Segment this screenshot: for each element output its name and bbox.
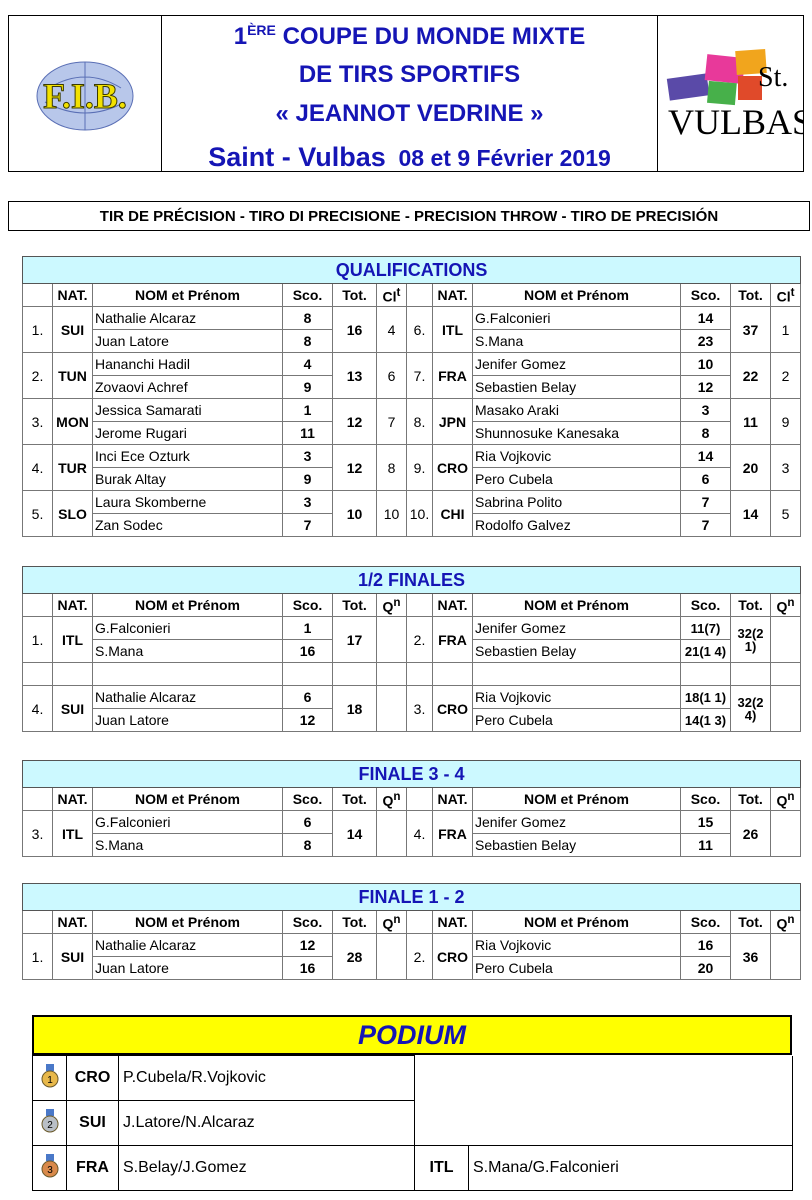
player-name: Pero Cubela [473, 957, 681, 980]
empty-cell [415, 1056, 793, 1101]
score: 14(1 3) [681, 709, 731, 732]
nation: CRO [433, 445, 473, 491]
score: 9 [283, 468, 333, 491]
section-title: FINALE 3 - 4 [23, 761, 801, 788]
player-name: Sabrina Polito [473, 491, 681, 514]
nation: SLO [53, 491, 93, 537]
player-name: Shunnosuke Kanesaka [473, 422, 681, 445]
podium-row [33, 1101, 793, 1146]
svg-text:F.I.B.: F.I.B. [43, 76, 127, 116]
final-1-2-table [22, 883, 801, 980]
header [8, 15, 804, 172]
column-headers: NAT. NOM et Prénom Sco. Tot. $Q^n$ NAT. NOM et Prénom Sco. Tot. $Q^n$ [23, 594, 801, 617]
nation: CRO [433, 686, 473, 732]
qualif [771, 811, 801, 857]
podium-names: S.Belay/J.Gomez [119, 1146, 415, 1191]
rank: 2. [407, 617, 433, 663]
nation: TUN [53, 353, 93, 399]
semifinals-table [22, 566, 801, 732]
player-name: G.Falconieri [93, 617, 283, 640]
player-name: Juan Latore [93, 709, 283, 732]
qualif [771, 617, 801, 663]
title-line-2: DE TIRS SPORTIFS [298, 61, 521, 88]
team-row [23, 399, 801, 422]
team-row [23, 617, 801, 640]
player-name: S.Mana [93, 834, 283, 857]
score: 1 [283, 399, 333, 422]
rank: 5. [23, 491, 53, 537]
rank: 6. [407, 307, 433, 353]
total: 37 [731, 307, 771, 353]
podium-table [32, 1055, 793, 1191]
score: 7 [681, 491, 731, 514]
score: 6 [283, 686, 333, 709]
total: 10 [333, 491, 377, 537]
score: 16 [283, 640, 333, 663]
player-name: Juan Latore [93, 957, 283, 980]
score: 8 [283, 307, 333, 330]
discipline-banner: TIR DE PRÉCISION - TIRO DI PRECISIONE - PRECISION THROW - TIRO DE PRECISIÓN [8, 201, 810, 231]
rank: 4. [23, 445, 53, 491]
rank: 8. [407, 399, 433, 445]
total: 22 [731, 353, 771, 399]
spacer-row [23, 663, 801, 686]
team-row [23, 445, 801, 468]
section-title: FINALE 1 - 2 [23, 884, 801, 911]
player-name: Sebastien Belay [473, 640, 681, 663]
place: Saint - Vulbas [208, 142, 386, 172]
score: 10 [681, 353, 731, 376]
score: 12 [283, 709, 333, 732]
qualif [377, 811, 407, 857]
total: 12 [333, 399, 377, 445]
player-name: G.Falconieri [93, 811, 283, 834]
team-row [23, 934, 801, 957]
st-vulbas-logo [657, 16, 803, 171]
score: 3 [283, 491, 333, 514]
score: 11(7) [681, 617, 731, 640]
classement: 7 [377, 399, 407, 445]
col-sco: Sco. [681, 284, 731, 307]
nation: ITL [433, 307, 473, 353]
rank: 9. [407, 445, 433, 491]
section-title: QUALIFICATIONS [23, 257, 801, 284]
medal-icon [41, 1064, 59, 1088]
rank: 4. [407, 811, 433, 857]
score: 4 [283, 353, 333, 376]
total: 17 [333, 617, 377, 663]
player-name: Pero Cubela [473, 709, 681, 732]
player-name: S.Mana [473, 330, 681, 353]
score: 20 [681, 957, 731, 980]
score: 8 [681, 422, 731, 445]
player-name: Nathalie Alcaraz [93, 307, 283, 330]
podium-title: PODIUM [32, 1015, 792, 1055]
classement: 9 [771, 399, 801, 445]
score: 16 [283, 957, 333, 980]
rank: 3. [407, 686, 433, 732]
section-title: 1/2 FINALES [23, 567, 801, 594]
classement: 1 [771, 307, 801, 353]
rank: 1. [23, 617, 53, 663]
player-name: Inci Ece Ozturk [93, 445, 283, 468]
total: 14 [333, 811, 377, 857]
qualif [377, 934, 407, 980]
total: 26 [731, 811, 771, 857]
team-row [23, 491, 801, 514]
player-name: Jenifer Gomez [473, 353, 681, 376]
score: 3 [681, 399, 731, 422]
score: 18(1 1) [681, 686, 731, 709]
team-row [23, 686, 801, 709]
col-tot: Tot. [731, 284, 771, 307]
rank: 1. [23, 307, 53, 353]
podium [32, 1015, 792, 1191]
player-name: Jessica Samarati [93, 399, 283, 422]
st-vulbas-logo-graphic [658, 16, 803, 171]
podium-nation: CRO [67, 1056, 119, 1101]
podium-names: S.Mana/G.Falconieri [469, 1146, 793, 1191]
podium-nation: FRA [67, 1146, 119, 1191]
qualifications-table [22, 256, 801, 537]
score: 11 [681, 834, 731, 857]
classement: 6 [377, 353, 407, 399]
col-sco: Sco. [283, 284, 333, 307]
rank: 3. [23, 399, 53, 445]
player-name: Jerome Rugari [93, 422, 283, 445]
medal-icon [41, 1154, 59, 1178]
header-title [161, 16, 658, 171]
player-name: Jenifer Gomez [473, 811, 681, 834]
total: 18 [333, 686, 377, 732]
classement: 4 [377, 307, 407, 353]
rank: 7. [407, 353, 433, 399]
score: 11 [283, 422, 333, 445]
nation: SUI [53, 934, 93, 980]
player-name: Sebastien Belay [473, 834, 681, 857]
fib-logo-graphic [9, 16, 161, 171]
empty-cell [415, 1101, 793, 1146]
col-nom: NOM et Prénom [93, 284, 283, 307]
score: 8 [283, 330, 333, 353]
total: 12 [333, 445, 377, 491]
qualif [771, 934, 801, 980]
dates: 08 et 9 Février 2019 [398, 145, 611, 171]
team-row [23, 307, 801, 330]
column-headers: NAT. NOM et Prénom Sco. Tot. $Q^n$ NAT. NOM et Prénom Sco. Tot. $Q^n$ [23, 788, 801, 811]
svg-text:St.: St. [758, 62, 789, 93]
classement: 10 [377, 491, 407, 537]
player-name: Juan Latore [93, 330, 283, 353]
score: 12 [681, 376, 731, 399]
score: 3 [283, 445, 333, 468]
podium-row [33, 1056, 793, 1101]
col-cl: Cl$^t$ [377, 284, 407, 307]
player-name: G.Falconieri [473, 307, 681, 330]
player-name: Jenifer Gomez [473, 617, 681, 640]
player-name: S.Mana [93, 640, 283, 663]
medal-cell [33, 1146, 67, 1191]
svg-text:2: 2 [46, 1119, 53, 1131]
svg-text:1: 1 [46, 1074, 53, 1086]
score: 14 [681, 307, 731, 330]
title-line-1: 1ÈRE COUPE DU MONDE MIXTE [233, 22, 586, 50]
player-name: Ria Vojkovic [473, 934, 681, 957]
score: 14 [681, 445, 731, 468]
nation: JPN [433, 399, 473, 445]
col-nom: NOM et Prénom [473, 284, 681, 307]
nation: TUR [53, 445, 93, 491]
classement: 8 [377, 445, 407, 491]
nation: ITL [53, 811, 93, 857]
total: 28 [333, 934, 377, 980]
qualif [771, 686, 801, 732]
player-name: Nathalie Alcaraz [93, 686, 283, 709]
col-tot: Tot. [333, 284, 377, 307]
score: 16 [681, 934, 731, 957]
medal-cell [33, 1056, 67, 1101]
rank: 2. [23, 353, 53, 399]
nation: CHI [433, 491, 473, 537]
nation: ITL [53, 617, 93, 663]
fib-logo [9, 16, 162, 171]
rank: 2. [407, 934, 433, 980]
score: 23 [681, 330, 731, 353]
player-name: Nathalie Alcaraz [93, 934, 283, 957]
score: 1 [283, 617, 333, 640]
player-name: Laura Skomberne [93, 491, 283, 514]
total: 32(2 4) [731, 686, 771, 732]
podium-row [33, 1146, 793, 1191]
player-name: Zan Sodec [93, 514, 283, 537]
nation: SUI [53, 686, 93, 732]
col-nat: NAT. [53, 284, 93, 307]
player-name: Masako Araki [473, 399, 681, 422]
place-and-dates [161, 142, 658, 173]
player-name: Ria Vojkovic [473, 686, 681, 709]
score: 15 [681, 811, 731, 834]
total: 32(2 1) [731, 617, 771, 663]
podium-nation: SUI [67, 1101, 119, 1146]
column-headers [23, 284, 801, 307]
total: 14 [731, 491, 771, 537]
score: 9 [283, 376, 333, 399]
nation: FRA [433, 353, 473, 399]
nation: FRA [433, 811, 473, 857]
player-name: Pero Cubela [473, 468, 681, 491]
svg-text:3: 3 [46, 1164, 53, 1176]
player-name: Zovaovi Achref [93, 376, 283, 399]
nation: FRA [433, 617, 473, 663]
qualif [377, 617, 407, 663]
final-3-4-table [22, 760, 801, 857]
player-name: Ria Vojkovic [473, 445, 681, 468]
total: 11 [731, 399, 771, 445]
title-line-3: « JEANNOT VEDRINE » [275, 100, 544, 127]
nation: MON [53, 399, 93, 445]
score: 6 [283, 811, 333, 834]
total: 20 [731, 445, 771, 491]
svg-text:VULBAS: VULBAS [668, 102, 803, 142]
team-row [23, 353, 801, 376]
qualif [377, 686, 407, 732]
score: 8 [283, 834, 333, 857]
score: 12 [283, 934, 333, 957]
rank: 4. [23, 686, 53, 732]
nation: SUI [53, 307, 93, 353]
podium-nation: ITL [415, 1146, 469, 1191]
player-name: Rodolfo Galvez [473, 514, 681, 537]
medal-cell [33, 1101, 67, 1146]
player-name: Hananchi Hadil [93, 353, 283, 376]
player-name: Sebastien Belay [473, 376, 681, 399]
team-row [23, 811, 801, 834]
column-headers: NAT. NOM et Prénom Sco. Tot. $Q^n$ NAT. NOM et Prénom Sco. Tot. $Q^n$ [23, 911, 801, 934]
classement: 5 [771, 491, 801, 537]
score: 7 [283, 514, 333, 537]
podium-names: J.Latore/N.Alcaraz [119, 1101, 415, 1146]
nation: CRO [433, 934, 473, 980]
podium-names: P.Cubela/R.Vojkovic [119, 1056, 415, 1101]
total: 16 [333, 307, 377, 353]
total: 13 [333, 353, 377, 399]
rank: 1. [23, 934, 53, 980]
score: 7 [681, 514, 731, 537]
rank: 10. [407, 491, 433, 537]
col-nat: NAT. [433, 284, 473, 307]
rank: 3. [23, 811, 53, 857]
score: 6 [681, 468, 731, 491]
medal-icon [41, 1109, 59, 1133]
player-name: Burak Altay [93, 468, 283, 491]
total: 36 [731, 934, 771, 980]
classement: 3 [771, 445, 801, 491]
score: 21(1 4) [681, 640, 731, 663]
col-cl: Cl$^t$ [771, 284, 801, 307]
classement: 2 [771, 353, 801, 399]
